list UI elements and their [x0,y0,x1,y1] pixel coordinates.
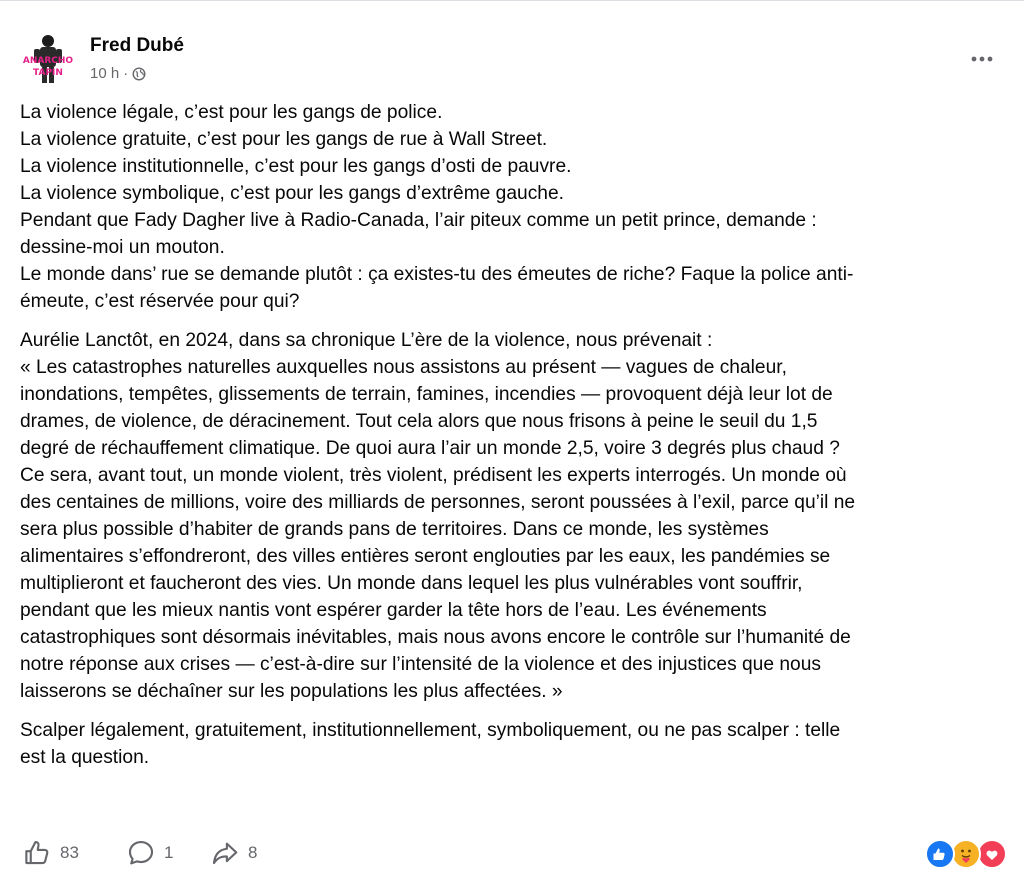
more-horizontal-icon [970,55,994,63]
text-line: « Les catastrophes naturelles auxquelles nous assistons au présent — vagues de chaleur, [20,357,787,378]
post-paragraph-2 [20,327,1005,705]
text-line: notre réponse aux crises — c’est-à-dire sur l’intensité de la violence et des injustices que nous [20,654,821,675]
text-line: Pendant que Fady Dagher live à Radio-Canada, l’air piteux comme un petit prince, demande : [20,210,817,231]
avatar-logo-text-top: ANARCHO [22,56,74,66]
text-line: émeute, c’est réservée pour qui? [20,291,300,312]
text-line: est la question. [20,747,150,768]
text-line: La violence légale, c’est pour les gangs de police. [20,102,443,123]
post-time[interactable]: 10 h [90,65,120,82]
love-reaction-icon [977,839,1007,869]
text-line: des centaines de millions, voire des milliards de personnes, seront poussées à l’exil, parce qu’il ne [20,492,856,513]
author-name[interactable]: Fred Dubé [90,35,184,56]
share-button[interactable] [210,833,257,873]
thumbs-up-icon [22,838,52,868]
post-meta [90,65,146,82]
avatar[interactable] [18,27,78,87]
like-button[interactable] [22,833,79,873]
care-reaction-icon [951,839,981,869]
like-reaction-icon [925,839,955,869]
share-arrow-icon [210,838,240,868]
more-options-button[interactable] [964,41,1000,77]
text-line: Aurélie Lanctôt, en 2024, dans sa chronique L’ère de la violence, nous prévenait : [20,330,713,351]
post-header [18,27,1008,87]
text-line: sera plus possible d’habiter de grands pans de territoires. Dans ce monde, les systèmes [20,519,769,540]
text-line: Ce sera, avant tout, un monde violent, très violent, prédisent les experts interrogés. Un monde où [20,465,847,486]
comment-count: 1 [164,843,174,862]
avatar-image [18,27,78,87]
comment-button[interactable] [126,833,173,873]
text-line: inondations, tempêtes, glissements de terrain, famines, incendies — provoquent déjà leur lot de [20,384,833,405]
text-line: dessine-moi un mouton. [20,237,225,258]
like-count: 83 [60,843,79,862]
post-body [20,99,1005,783]
meta-separator: · [123,65,129,82]
text-line: catastrophiques sont désormais inévitables, mais nous avons encore le contrôle sur l’humanité de [20,627,851,648]
text-line: laisserons se déchaîner sur les populations les plus affectées. » [20,681,563,702]
share-count: 8 [248,843,258,862]
comment-bubble-icon [126,838,156,868]
globe-icon[interactable] [132,67,146,81]
text-line: alimentaires s’effondreront, des villes entières seront englouties par les eaux, les pandémies se [20,546,831,567]
text-line: Scalper légalement, gratuitement, institutionnellement, symboliquement, ou ne pas scalper : telle [20,720,841,741]
text-line: La violence gratuite, c’est pour les gangs de rue à Wall Street. [20,129,548,150]
avatar-logo-text-bottom: TAPIN [33,68,63,78]
text-line: degré de réchauffement climatique. De quoi aura l’air un monde 2,5, voire 3 degrés plus chaud ? [20,438,840,459]
text-line: pendant que les mieux nantis vont espérer garder la tête hors de l’eau. Les événements [20,600,767,621]
post-paragraph-3 [20,717,1005,771]
text-line: multiplieront et faucheront des vies. Un monde dans lequel les plus vulnérables vont souffrir, [20,573,803,594]
text-line: La violence symbolique, c’est pour les gangs d’extrême gauche. [20,183,564,204]
text-line: drames, de violence, de déracinement. Tout cela alors que nous frisons à peine le seuil du 1,5 [20,411,818,432]
post-paragraph-1 [20,99,1005,315]
text-line: La violence institutionnelle, c’est pour les gangs d’osti de pauvre. [20,156,572,177]
reaction-summary[interactable] [925,839,1007,867]
text-line: Le monde dans’ rue se demande plutôt : ça existes-tu des émeutes de riche? Faque la police anti- [20,264,854,285]
post-actions [22,833,1007,873]
